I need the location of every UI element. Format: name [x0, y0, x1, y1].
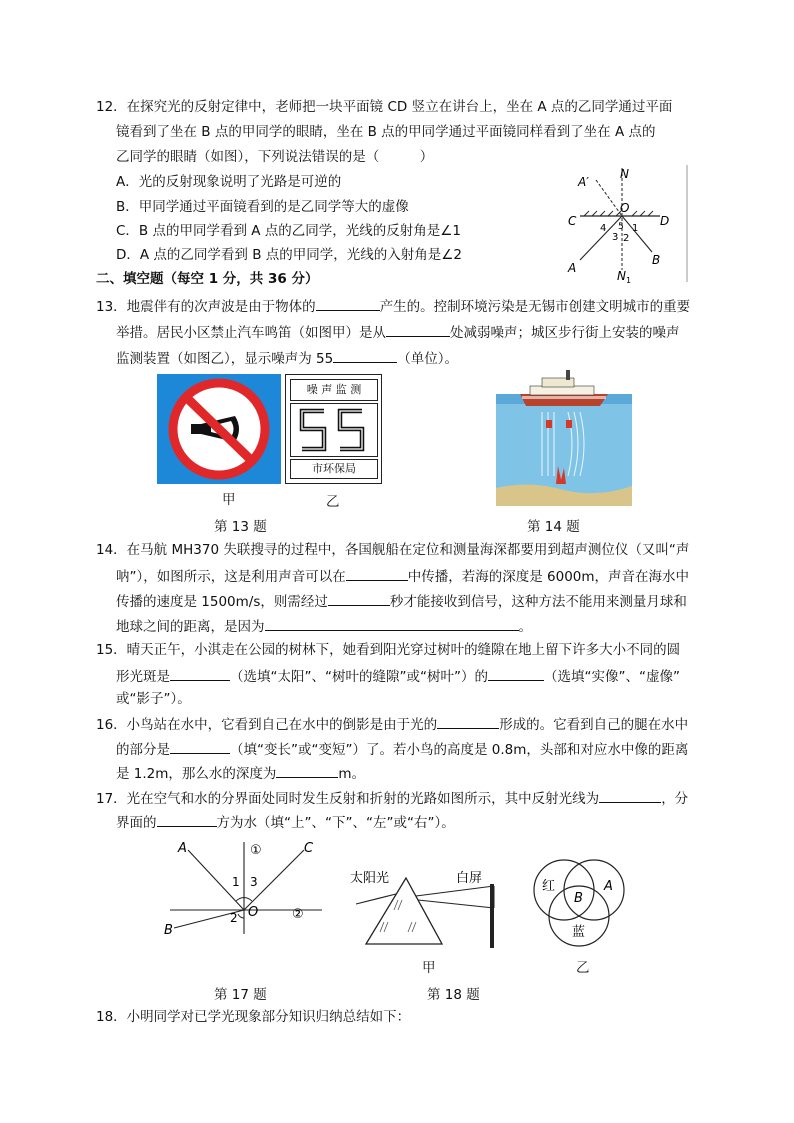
q13-line2: 举措。居民小区禁止汽车鸣笛（如图甲）是从 处减弱噪声；城区步行街上安装的噪声 [116, 322, 680, 342]
q14-line1: 14．在马航 MH370 失联搜寻的过程中，各国舰船在定位和测量海深都要用到超声测位仪（又叫“声 [96, 542, 690, 558]
q17-line1: 17．光在空气和水的分界面处同时发生反射和折射的光路如图所示，其中反射光线为 ，分 [96, 788, 688, 808]
label-sunlight: 太阳光 [350, 871, 390, 886]
q15-line1: 15．晴天正午，小淇走在公园的树林下，她看到阳光穿过树叶的缝隙在地上留下许多大小不同的圆 [96, 642, 681, 658]
angle-5: 5 [618, 222, 624, 232]
answer-blank[interactable] [157, 812, 217, 827]
refraction-diagram [160, 834, 330, 944]
angle-2: 2 [230, 911, 238, 925]
seven-segment-55 [296, 407, 372, 453]
answer-blank[interactable] [170, 666, 230, 681]
answer-blank[interactable] [346, 566, 408, 581]
label-white-screen: 白屏 [456, 871, 483, 886]
label-o: O [620, 201, 630, 215]
monitor-title: 噪 声 监 测 [290, 379, 378, 401]
label-n1: N [617, 269, 626, 283]
label-n1-sub: 1 [626, 276, 632, 285]
q13-line1: 13．地震伴有的次声波是由于物体的 产生的。控制环境污染是无锡市创建文明城市的重要 [96, 296, 690, 316]
label-b: B [164, 923, 173, 938]
answer-blank[interactable] [437, 714, 499, 729]
prism-dispersion-diagram [350, 866, 510, 956]
q18-line1: 18．小明同学对已学光现象部分知识归纳总结如下： [96, 1009, 411, 1025]
q12-option-c: C．B 点的甲同学看到 A 点的乙同学，光线的反射角是∠1 [116, 223, 461, 239]
answer-blank[interactable] [599, 788, 661, 803]
q15-line2: 形光斑是 （选填“太阳”、“树叶的缝隙”或“树叶”）的 （选填“实像”、“虚像” [116, 666, 680, 686]
answer-blank[interactable] [328, 591, 390, 606]
no-honking-sign [157, 374, 281, 484]
q14-line2: 呐”），如图所示，这是利用声音可以在 中传播，若海的深度是 6000m，声音在海水中 [116, 566, 689, 586]
answer-blank[interactable] [265, 616, 519, 631]
label-a: A [178, 841, 187, 856]
label-blue: 蓝 [572, 925, 586, 940]
figure-label-yi: 乙 [576, 960, 590, 976]
label-c: C [304, 841, 314, 856]
label-b: B [652, 253, 661, 267]
q12-mirror-diagram [560, 160, 690, 285]
caption-q13: 第 13 题 [214, 519, 267, 535]
answer-blank[interactable] [488, 666, 544, 681]
q13-line3: 监测装置（如图乙），显示噪声为 55 （单位）。 [116, 348, 458, 368]
sonar-ship-illustration [496, 366, 632, 506]
label-c: C [568, 214, 577, 228]
label-n: N [620, 167, 629, 181]
label-a: A [568, 261, 577, 275]
answer-blank[interactable] [170, 739, 230, 754]
section-heading: 二、填空题（每空 1 分，共 36 分） [96, 271, 319, 287]
answer-blank[interactable] [386, 322, 450, 337]
label-b: B [574, 891, 583, 906]
angle-1: 1 [632, 223, 639, 234]
q12-option-b: B．甲同学通过平面镜看到的是乙同学等大的虚像 [116, 199, 409, 215]
answer-blank[interactable] [316, 296, 380, 311]
q15-line3: 或“影子”）。 [116, 691, 191, 707]
figure-label-yi: 乙 [326, 494, 340, 510]
angle-3: 3 [612, 232, 619, 243]
angle-1: 1 [232, 875, 240, 889]
color-venn-diagram [524, 852, 634, 952]
q14-line4: 地球之间的距离，是因为 。 [116, 616, 532, 636]
label-red: 红 [542, 879, 556, 894]
q17-line2: 界面的 方为水（填“上”、“下”、“左”或“右”）。 [116, 812, 455, 832]
figure-label-jia: 甲 [422, 960, 436, 976]
region-2: ② [292, 907, 304, 922]
label-o: O [248, 905, 259, 920]
caption-q17: 第 17 题 [214, 987, 267, 1003]
caption-q14: 第 14 题 [527, 519, 580, 535]
q16-line3: 是 1.2m，那么水的深度为 m。 [116, 763, 365, 783]
label-a: A [604, 879, 613, 894]
q16-line1: 16．小鸟站在水中，它看到自己在水中的倒影是由于光的 形成的。它看到自己的腿在水中 [96, 714, 688, 734]
angle-3: 3 [250, 875, 258, 889]
answer-blank[interactable] [333, 348, 397, 363]
q16-line2: 的部分是 （填“变长”或“变短”）了。若小鸟的高度是 0.8m，头部和对应水中像的距离 [116, 739, 688, 759]
figure-label-jia: 甲 [222, 492, 236, 508]
region-1: ① [250, 843, 262, 858]
monitor-footer: 市环保局 [290, 459, 378, 479]
q14-line3: 传播的速度是 1500m/s，则需经过 秒才能接收到信号，这种方法不能用来测量月球和 [116, 591, 687, 611]
label-d: D [660, 214, 670, 228]
angle-2: 2 [623, 233, 630, 244]
answer-blank[interactable] [276, 763, 338, 778]
angle-4: 4 [600, 223, 607, 234]
noise-monitor-panel [285, 374, 382, 484]
q12-option-d: D．A 点的乙同学看到 B 点的甲同学，光线的入射角是∠2 [116, 247, 462, 263]
q12-line2: 镜看到了坐在 B 点的甲同学的眼睛，坐在 B 点的甲同学通过平面镜同样看到了坐在 A 点的 [116, 124, 656, 140]
q12-line3: 乙同学的眼睛（如图），下列说法错误的是（ ） [116, 149, 434, 165]
q12-line1: 12．在探究光的反射定律中，老师把一块平面镜 CD 竖立在讲台上，坐在 A 点的乙同学通过平面 [96, 99, 673, 115]
label-a-prime: A′ [578, 175, 589, 189]
q12-option-a: A．光的反射现象说明了光路是可逆的 [116, 174, 342, 190]
caption-q18: 第 18 题 [427, 987, 480, 1003]
